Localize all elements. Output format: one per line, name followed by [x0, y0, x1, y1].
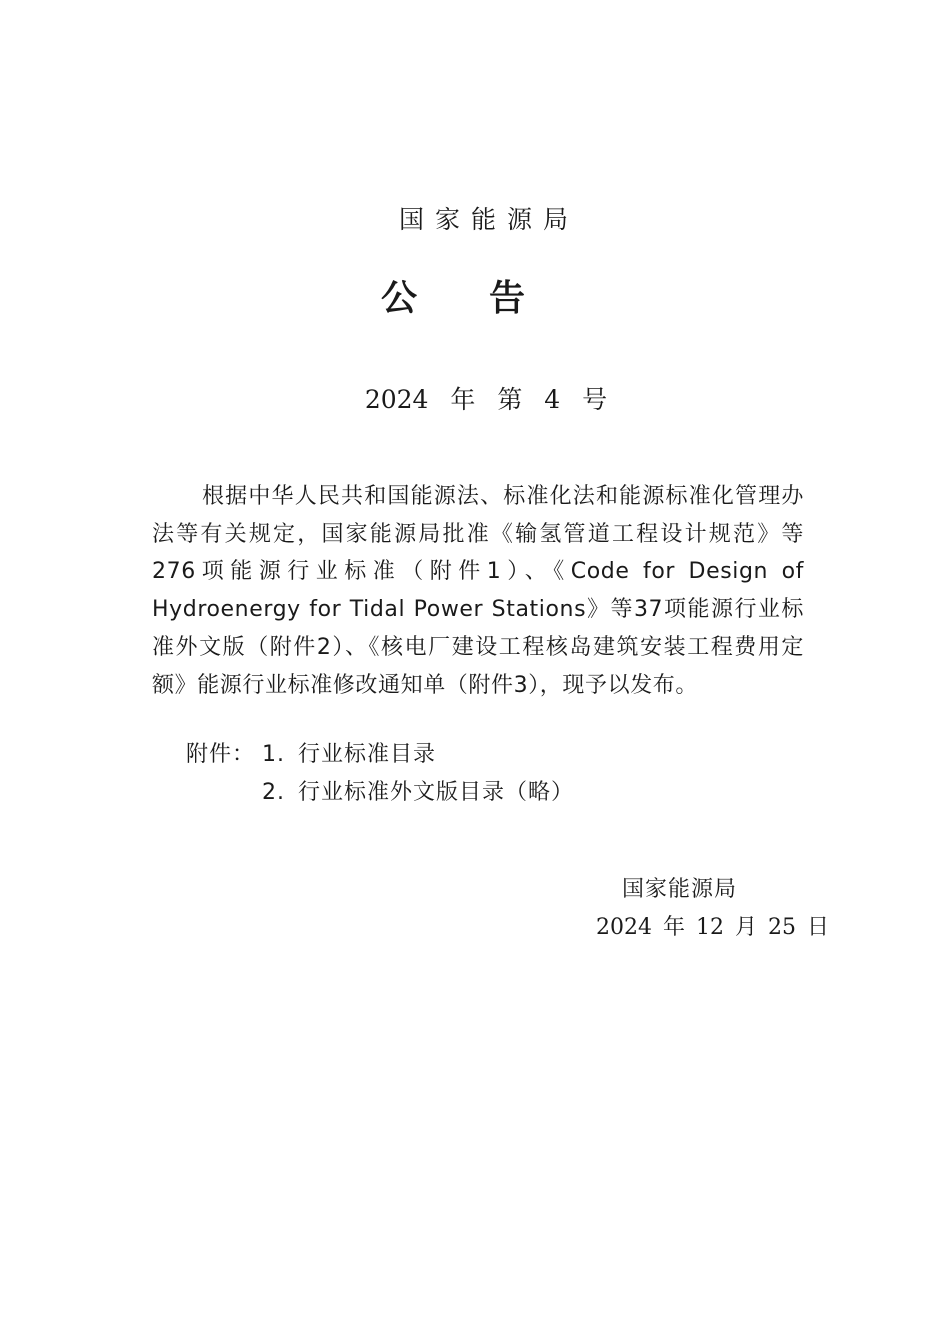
attachment-lead: 附件： [186, 742, 256, 767]
issuer-title: 国家能源局 [398, 205, 579, 234]
attachment-item [186, 774, 574, 812]
signature-org: 国家能源局 [622, 877, 738, 902]
attachment-label: 行业标准外文版目录（略） [298, 780, 575, 805]
announcement-body: 根据中华人民共和国能源法、标准化法和能源标准化管理办法等有关规定，国家能源局批准《输氢管道工程设计规范》等276项能源行业标准（附件1）、《Code for Design of Hydroenergy for Tidal Power Stations》等37项能源行业标准外文版（附件2）、《核电厂建设工程核岛建筑安装工程费用定额》能源行业标准修改通知单（附件3），现予以发布。 [152, 484, 804, 698]
document-number: 2024 年 第 4 号 [364, 385, 608, 414]
attachment-number: 1. [262, 742, 285, 767]
attachment-label: 行业标准目录 [298, 742, 437, 767]
document-type-heading: 公告 [380, 278, 597, 319]
attachment-list [186, 736, 574, 812]
attachment-number: 2. [262, 780, 285, 805]
attachment-item [186, 736, 574, 774]
signature-date: 2024 年 12 月 25 日 [596, 915, 829, 940]
